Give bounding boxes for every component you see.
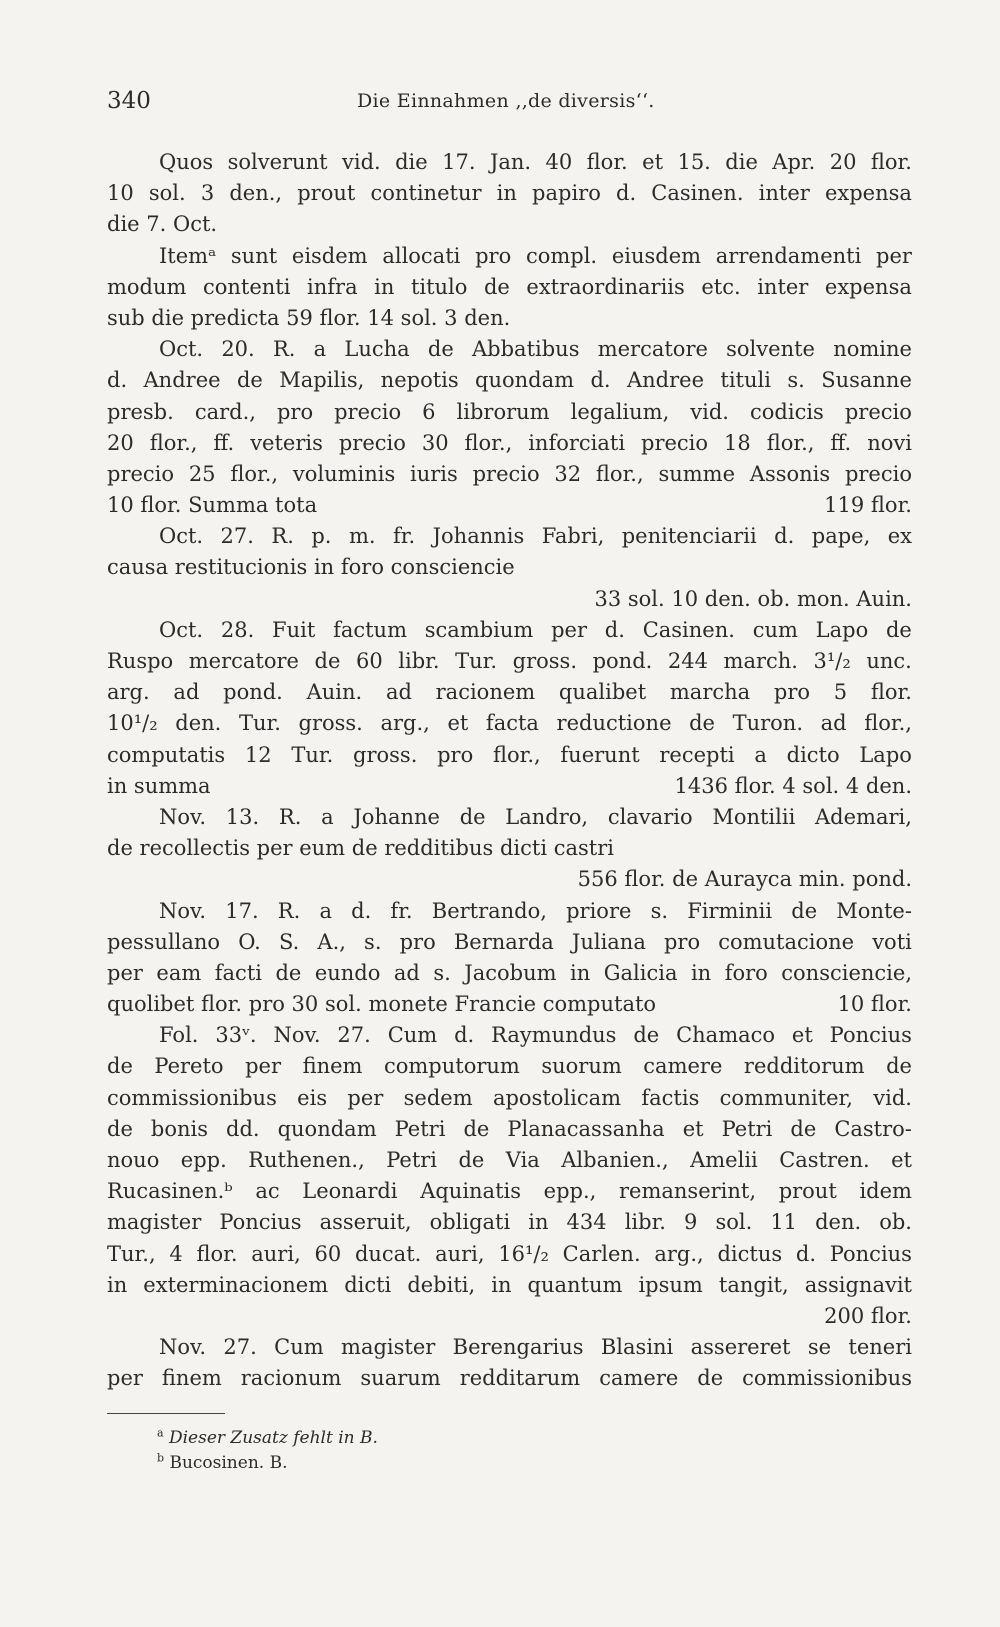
text-line: causa restitucionis in foro consciencie — [107, 555, 515, 580]
text-line: 200 flor. — [824, 1303, 912, 1328]
text-line: Fol. 33ᵛ. Nov. 27. Cum d. Raymundus de Chamaco et Poncius — [159, 1023, 912, 1048]
footnotes — [157, 1426, 857, 1476]
text-line: Quos solverunt vid. die 17. Jan. 40 flor. et 15. die Apr. 20 flor. — [159, 150, 912, 174]
text-line: pessullano O. S. A., s. pro Bernarda Juliana pro comutacione voti — [107, 929, 912, 954]
text-line: 556 flor. de Aurayca min. pond. — [577, 867, 912, 892]
text-line: precio 25 flor., voluminis iuris precio 32 flor., summe Assonis precio — [107, 461, 912, 486]
footnote-mark: b — [157, 1451, 165, 1465]
text-line: arg. ad pond. Auin. ad racionem qualibet marcha pro 5 flor. — [107, 680, 912, 705]
text-line: Nov. 27. Cum magister Berengarius Blasini assereret se teneri — [159, 1335, 912, 1360]
text-line: Oct. 20. R. a Lucha de Abbatibus mercatore solvente nomine — [159, 337, 912, 362]
text-line — [107, 490, 912, 521]
text-line: commissionibus eis per sedem apostolicam factis communiter, vid. — [107, 1085, 912, 1110]
text-line: 33 sol. 10 den. ob. mon. Auin. — [594, 586, 912, 611]
page-header — [107, 88, 907, 122]
line-left-text: 10 flor. Summa tota — [107, 493, 318, 518]
footnote-text: Bucosinen. B. — [164, 1453, 288, 1473]
text-line: Itemᵃ sunt eisdem allocati pro compl. eiusdem arrendamenti per — [159, 243, 912, 268]
text-line: de recollectis per eum de redditibus dicti castri — [107, 836, 614, 861]
text-line: Nov. 13. R. a Johanne de Landro, clavario Montilii Ademari, — [159, 804, 912, 829]
text-line: Nov. 17. R. a d. fr. Bertrando, priore s. Firminii de Monte- — [159, 898, 912, 923]
text-line: 10 sol. 3 den., prout continetur in papiro d. Casinen. inter expensa — [107, 181, 912, 206]
text-line: Tur., 4 flor. auri, 60 ducat. auri, 16¹/₂ Carlen. arg., dictus d. Poncius — [107, 1241, 912, 1266]
text-line: nouo epp. Ruthenen., Petri de Via Albanien., Amelii Castren. et — [107, 1148, 912, 1172]
line-amount: 10 flor. — [837, 992, 912, 1017]
page-number: 340 — [107, 88, 151, 114]
text-line: de bonis dd. quondam Petri de Planacassanha et Petri de Castro- — [107, 1116, 912, 1141]
footnote-rule — [107, 1413, 225, 1414]
text-line: Ruspo mercatore de 60 libr. Tur. gross. pond. 244 march. 3¹/₂ unc. — [107, 649, 912, 673]
text-line — [107, 771, 912, 802]
footnote-mark: a — [157, 1426, 164, 1440]
text-line: 10¹/₂ den. Tur. gross. arg., et facta reductione de Turon. ad flor., — [107, 711, 912, 736]
text-line: computatis 12 Tur. gross. pro flor., fuerunt recepti a dicto Lapo — [107, 742, 912, 767]
body-text — [107, 147, 912, 1395]
footnote-text: Dieser Zusatz fehlt in B. — [163, 1428, 378, 1448]
running-title: Die Einnahmen ‚‚de diversis‘‘. — [357, 90, 655, 112]
text-line — [107, 989, 912, 1020]
text-line: die 7. Oct. — [107, 212, 218, 237]
footnote — [157, 1451, 857, 1476]
text-line: Rucasinen.ᵇ ac Leonardi Aquinatis epp., remanserint, prout idem — [107, 1179, 912, 1204]
text-line: presb. card., pro precio 6 librorum legalium, vid. codicis precio — [107, 399, 912, 424]
line-left-text: quolibet flor. pro 30 sol. monete Francie computato — [107, 992, 657, 1017]
text-line: sub die predicta 59 flor. 14 sol. 3 den. — [107, 305, 511, 330]
text-line: modum contenti infra in titulo de extraordinariis etc. inter expensa — [107, 274, 912, 299]
text-line: in exterminacionem dicti debiti, in quantum ipsum tangit, assignavit — [107, 1272, 912, 1297]
line-amount: 1436 flor. 4 sol. 4 den. — [674, 773, 912, 798]
text-line: per eam facti de eundo ad s. Jacobum in Galicia in foro consciencie, — [107, 960, 912, 985]
text-line: Oct. 27. R. p. m. fr. Johannis Fabri, penitenciarii d. pape, ex — [159, 524, 912, 549]
text-line: 20 flor., ff. veteris precio 30 flor., inforciati precio 18 flor., ff. novi — [107, 430, 912, 455]
text-line: d. Andree de Mapilis, nepotis quondam d. Andree tituli s. Susanne — [107, 368, 912, 393]
text-line: magister Poncius asseruit, obligati in 434 libr. 9 sol. 11 den. ob. — [107, 1210, 912, 1235]
line-left-text: in summa — [107, 773, 211, 798]
line-amount: 119 flor. — [824, 493, 912, 518]
text-line: per finem racionum suarum redditarum camere de commissionibus — [107, 1366, 912, 1391]
footnote — [157, 1426, 857, 1451]
text-line: Oct. 28. Fuit factum scambium per d. Casinen. cum Lapo de — [159, 617, 912, 642]
text-line: de Pereto per finem computorum suorum camere redditorum de — [107, 1054, 912, 1079]
